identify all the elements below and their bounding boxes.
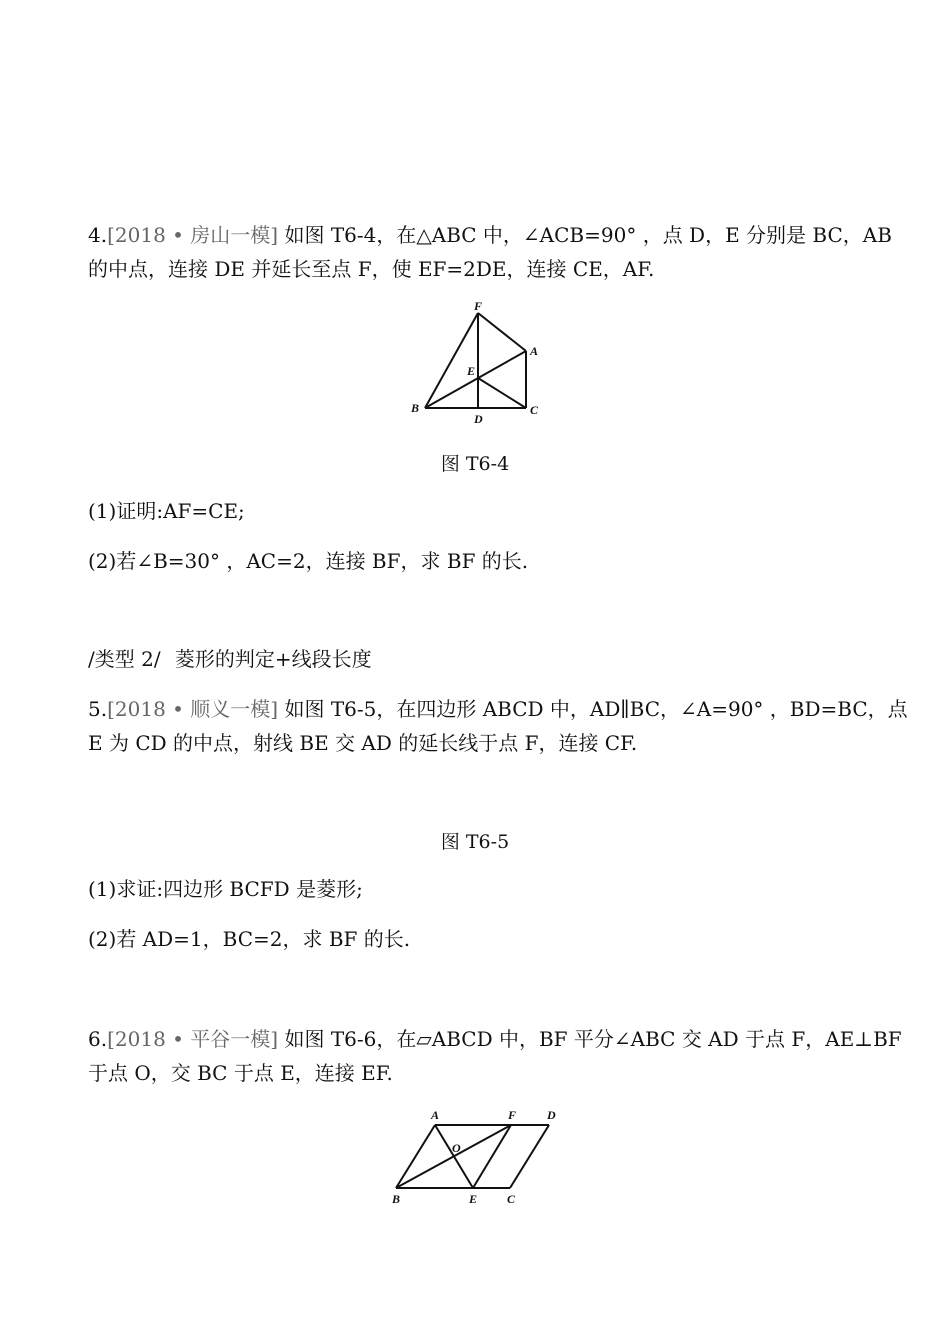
q4-line-2: 的中点，连接 DE 并延长至点 F，使 EF=2DE，连接 CE，AF.: [88, 257, 655, 281]
q6-text-1: 如图 T6-6，在▱ABCD 中，BF 平分∠ABC 交 AD 于点 F，AE⊥BF: [284, 1027, 902, 1051]
q4-number: 4.: [88, 223, 108, 247]
q6-number: 6.: [88, 1027, 108, 1051]
q6-line-2: 于点 O，交 BC 于点 E，连接 EF.: [88, 1061, 393, 1085]
segment-AB: [396, 1125, 435, 1188]
figure-t6-4: [400, 300, 560, 430]
q5-part-1: (1)求证:四边形 BCFD 是菱形;: [88, 877, 363, 901]
q5-line-2: E 为 CD 的中点，射线 BE 交 AD 的延长线于点 F，连接 CF.: [88, 731, 638, 755]
q6-source: [2018 • 平谷一模]: [107, 1027, 279, 1051]
q4-source: [2018 • 房山一模]: [107, 223, 279, 247]
q5-line-1: [88, 694, 908, 724]
label-A: A: [431, 1108, 440, 1122]
label-A: A: [530, 344, 539, 358]
q5-source: [2018 • 顺义一模]: [107, 697, 279, 721]
label-C: C: [530, 403, 539, 417]
label-F: F: [508, 1108, 517, 1122]
label-D: D: [474, 412, 483, 426]
segment-FA: [478, 313, 526, 351]
segment-EC: [478, 378, 526, 408]
q4-part-1: (1)证明:AF=CE;: [88, 499, 245, 523]
label-E: E: [467, 364, 476, 378]
label-E: E: [469, 1192, 478, 1206]
segment-DC: [510, 1125, 549, 1188]
q4-text-1: 如图 T6-4，在△ABC 中，∠ACB=90° ，点 D，E 分别是 BC，AB: [284, 223, 892, 247]
q4-figure-caption: 图 T6-4: [440, 453, 510, 475]
q6-line-1: [88, 1024, 902, 1054]
label-B: B: [392, 1192, 401, 1206]
label-D: D: [547, 1108, 556, 1122]
q5-figure-caption: 图 T6-5: [440, 831, 510, 853]
segment-AE: [435, 1125, 473, 1188]
label-O: O: [452, 1141, 461, 1155]
figure-t6-6: [380, 1100, 580, 1215]
label-B: B: [411, 401, 420, 415]
q4-part-2: (2)若∠B=30° ，AC=2，连接 BF，求 BF 的长.: [88, 549, 529, 573]
label-F: F: [474, 299, 483, 313]
section-heading-type-2: [88, 644, 878, 674]
q5-number: 5.: [88, 697, 108, 721]
q4-line-1: [88, 220, 892, 250]
label-C: C: [507, 1192, 516, 1206]
q5-part-2: (2)若 AD=1，BC=2，求 BF 的长.: [88, 927, 411, 951]
type-2-label: /类型 2/: [88, 647, 161, 671]
type-2-title: 菱形的判定+线段长度: [174, 647, 372, 671]
q5-text-1: 如图 T6-5，在四边形 ABCD 中，AD∥BC，∠A=90° ，BD=BC，点: [284, 697, 908, 721]
